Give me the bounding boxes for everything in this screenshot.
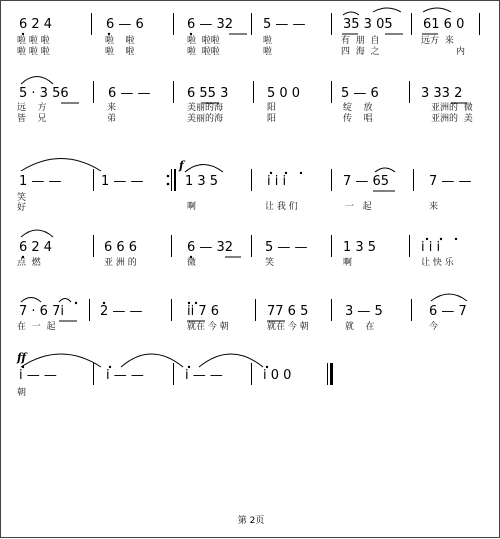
measure-notes: ii 7 6: [187, 304, 220, 319]
measure-notes: i 0 0: [263, 368, 292, 383]
lyric-line-1: 远 方: [17, 103, 47, 113]
lyric-line-1: 亚 洲 的: [104, 258, 137, 268]
lyric-line-2: 皆 兄: [17, 114, 47, 124]
lyric-line-1: 一 起: [345, 202, 372, 212]
measure-notes: 5 · 3 56: [19, 86, 69, 101]
lyric-line-1: 来: [107, 103, 117, 113]
measure-notes: 3 33 2: [421, 86, 463, 101]
lyric-line-1: 微: [187, 258, 197, 268]
measure-notes: i i i: [421, 240, 441, 255]
measure-notes: 77 6 5: [267, 304, 309, 319]
lyric-line-2: 四 海 之: [341, 47, 380, 57]
measure-notes: 5 0 0: [267, 86, 301, 101]
measure-notes: 61 6 0: [423, 17, 465, 32]
measure-notes: 6 — 6: [106, 17, 144, 32]
lyric-line-1: 阳: [267, 103, 277, 113]
lyric-line-1: 有 朋 自: [341, 36, 380, 46]
lyric-line-1: 让 快 乐: [421, 258, 454, 268]
lyric-line-1: 啦 啦啦: [187, 36, 220, 46]
lyric-line-1: 朝: [17, 388, 27, 398]
measure-notes: 6 6 6: [104, 240, 138, 255]
measure-notes: 1 3 5: [343, 240, 377, 255]
lyric-line-1: 啊: [343, 258, 353, 268]
measure-notes: i — —: [106, 368, 144, 383]
measure-notes: 5 — —: [263, 17, 306, 32]
lyric-line-2: 美丽的海: [187, 114, 224, 124]
lyric-line-1: 亚洲的 微: [431, 103, 473, 113]
measure-notes: 35 3 05: [343, 17, 393, 32]
measure-notes: 6 — —: [108, 86, 151, 101]
lyric-line-1: 啦 啦 啦: [17, 36, 50, 46]
lyric-line-2: 啦 啦啦: [187, 47, 220, 57]
page-number: 第 2页: [237, 516, 265, 526]
lyric-line-2: 亚洲的 美: [431, 114, 473, 124]
lyric-line-1: 就 在: [345, 322, 375, 332]
lyric-line-1: 笑: [265, 258, 275, 268]
measure-notes: i i i: [267, 174, 287, 189]
lyric-line-2: 啦: [263, 47, 273, 57]
measure-notes: 1 — —: [101, 174, 144, 189]
lyric-line-2: 啦 啦: [105, 47, 135, 57]
measure-notes: 7 · 6 7i: [19, 304, 64, 319]
lyric-line-1: 笑: [17, 193, 27, 203]
measure-notes: 7 — —: [429, 174, 472, 189]
measure-notes: 1 — —: [19, 174, 62, 189]
lyric-line-2: 弟: [107, 114, 117, 124]
dynamic-forte: f: [179, 159, 184, 172]
measure-notes: 5 — —: [265, 240, 308, 255]
lyric-line-2: 阳: [267, 114, 277, 124]
lyric-line-1: 今: [429, 322, 439, 332]
lyric-line-1: 美丽的海: [187, 103, 224, 113]
measure-notes: i — —: [185, 368, 223, 383]
measure-notes: i — —: [19, 368, 57, 383]
lyric-line-1: 就在 今 朝: [187, 322, 229, 332]
lyric-line-1: 点 燃: [17, 258, 41, 268]
measure-notes: 6 — 32: [187, 240, 234, 255]
lyric-line-2: 啦 啦 啦: [17, 47, 50, 57]
lyric-line-1: 远方 来: [421, 36, 454, 46]
dynamic-fortissimo: ff: [17, 351, 27, 364]
measure-notes: 7 — 65: [343, 174, 390, 189]
lyric-line-1: 让 我 们: [265, 202, 298, 212]
lyric-line-1: 就在 今 朝: [267, 322, 309, 332]
measure-notes: 6 — 32: [187, 17, 234, 32]
measure-notes: 6 2 4: [19, 240, 53, 255]
measure-notes: 6 2 4: [19, 17, 53, 32]
measure-notes: 6 55 3: [187, 86, 229, 101]
measure-notes: 6 — 7: [429, 304, 467, 319]
lyric-line-1: 啦 啦: [105, 36, 135, 46]
lyric-line-2: 内: [456, 47, 466, 57]
lyric-line-2: 传 唱: [343, 114, 373, 124]
lyric-line-1: 来: [429, 202, 439, 212]
lyric-line-1: 绽 放: [343, 103, 373, 113]
lyric-line-1: 在 一 起: [17, 322, 56, 332]
measure-notes: 5 — 6: [341, 86, 379, 101]
lyric-line-1: 啦: [263, 36, 273, 46]
lyric-line-1: 啊: [187, 202, 197, 212]
measure-notes: 1 3 5: [185, 174, 219, 189]
measure-notes: 2 — —: [100, 304, 143, 319]
lyric-line-2: 好: [17, 203, 27, 213]
measure-notes: 3 — 5: [345, 304, 383, 319]
slur-markings: [1, 1, 500, 539]
